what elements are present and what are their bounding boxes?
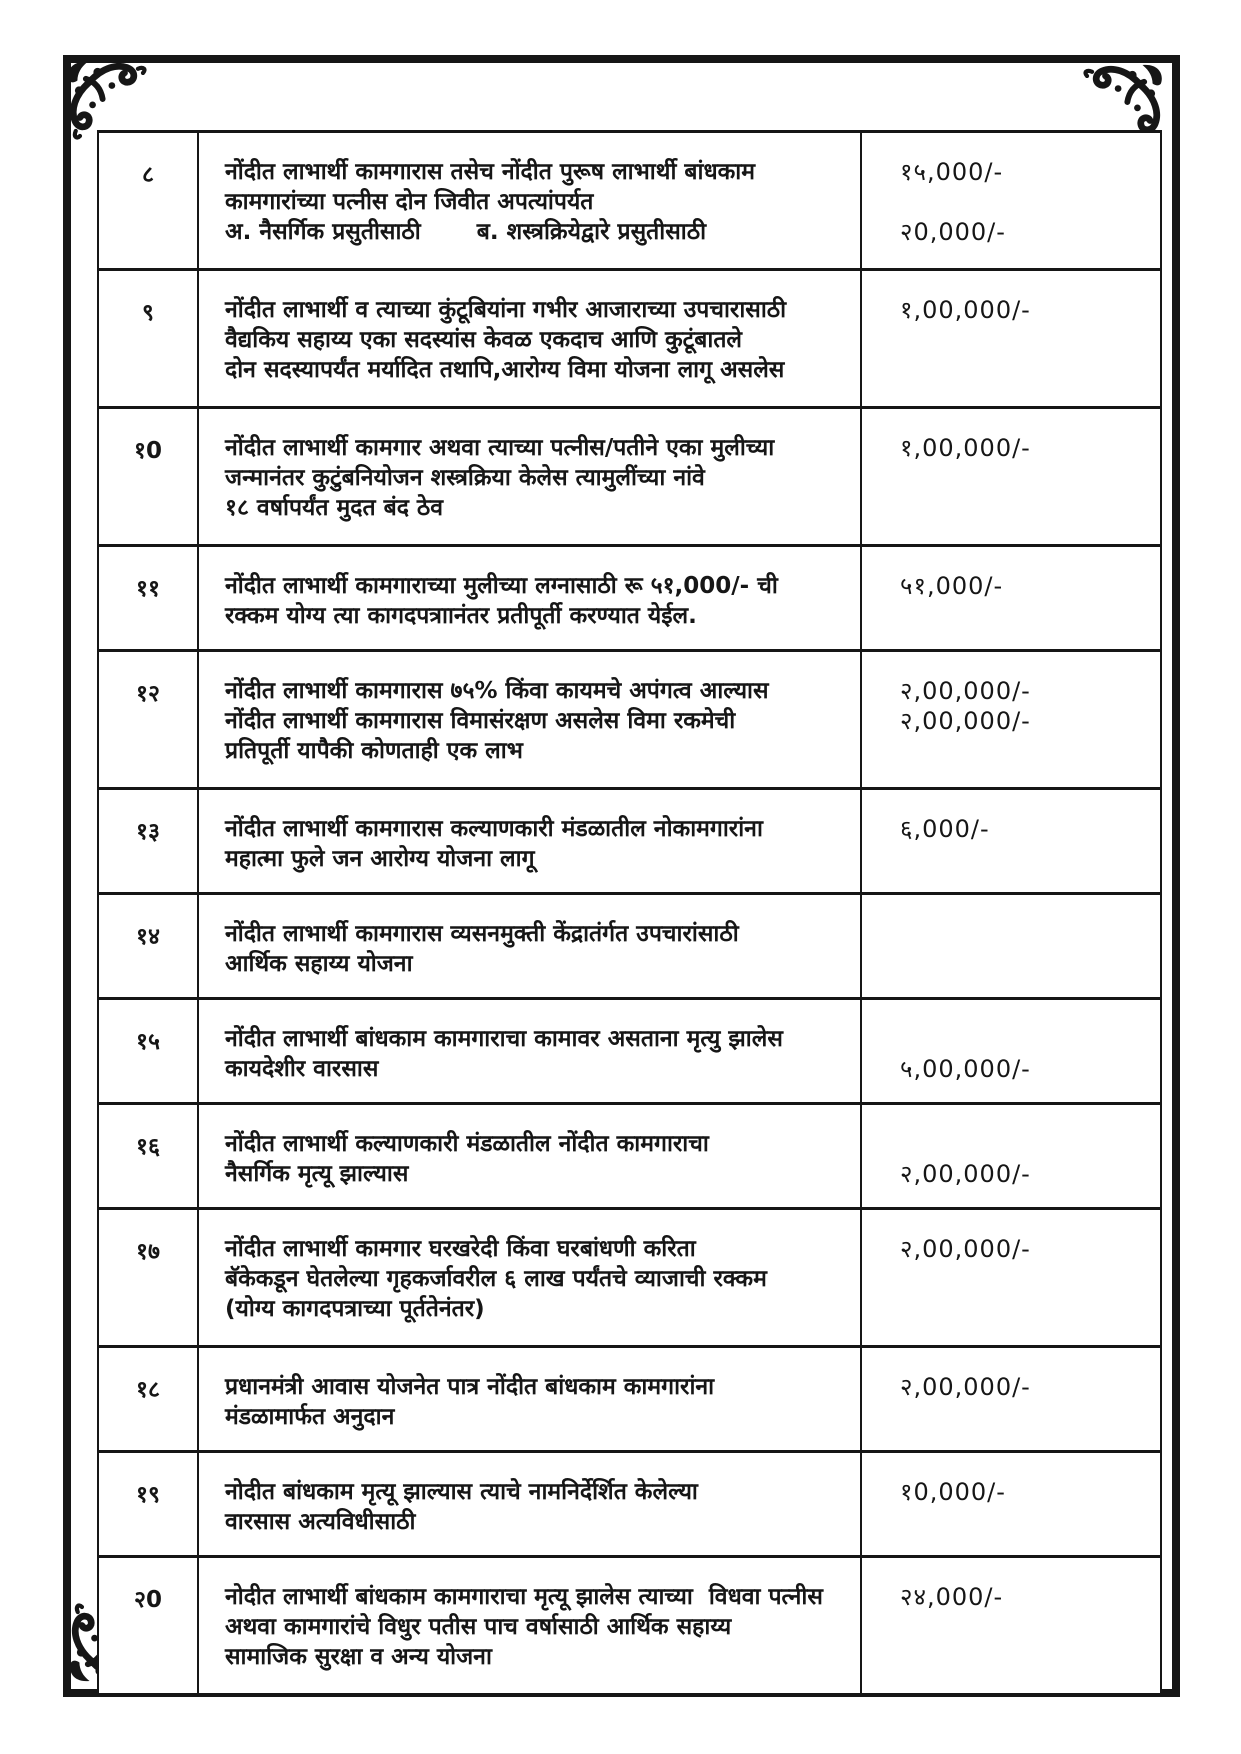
serial-cell: १५ [98,999,198,1104]
description-cell [198,651,861,789]
amount-cell [861,270,1161,408]
amount-cell [861,1347,1161,1452]
description-cell [198,1209,861,1347]
description-line: नोंदीत लाभार्थी कामगारास विमासंरक्षण असलेस विमा रकमेची [225,708,736,734]
description-line: सामाजिक सुरक्षा व अन्य योजना [225,1644,492,1670]
description-line: नोंदीत लाभार्थी कामगारास कल्याणकारी मंडळातील नोकामगारांना [225,816,763,842]
description-cell [198,1557,861,1695]
description-line: वारसास अत्यविधीसाठी [225,1509,416,1535]
serial-cell: १४ [98,894,198,999]
corner-flourish-top-left-icon [64,57,148,141]
serial-cell: १६ [98,1104,198,1209]
description-cell [198,132,861,270]
amount-value: १0,000/- [900,1478,1006,1506]
description-line: रक्कम योग्य त्या कागदपत्राानंतर प्रतीपूर्ती करण्यात येईल. [225,603,697,629]
description-cell [198,408,861,546]
description-cell [198,1347,861,1452]
serial-cell: ११ [98,546,198,651]
table-row [98,1347,1161,1452]
description-line: बॅकेकडून घेतलेल्या गृहकर्जावरील ६ लाख पर्यंतचे व्याजाची रक्कम [225,1266,767,1292]
amount-value: २0,000/- [900,218,1006,246]
description-line: महात्मा फुले जन आरोग्य योजना लागू [225,846,535,872]
serial-cell: ९ [98,270,198,408]
description-line: नैसर्गिक मृत्यू झाल्यास [225,1161,409,1187]
table-row [98,1104,1161,1209]
amount-value: ५१,000/- [900,572,1004,600]
description-cell [198,1452,861,1557]
amount-value: १५,000/- [900,158,1004,186]
description-cell [198,270,861,408]
amount-blank-line [900,187,1159,217]
description-line: नोदीत बांधकाम मृत्यू झाल्यास त्याचे नामनिर्देर्शित केलेल्या [225,1479,698,1505]
description-line: प्रधानमंत्री आवास योजनेत पात्र नोंदीत बांधकाम कामगारांना [225,1374,715,1400]
description-line: नोंदीत लाभार्थी कामगारास ७५% किंवा कायमचे अपंगत्व आल्यास [225,678,769,704]
description-line: अ. नैसर्गिक प्रसुतीसाठी ब. शस्त्रक्रियेद्वारे प्रसुतीसाठी [225,219,707,245]
amount-value: १,00,000/- [900,434,1031,462]
description-line: नोदीत लाभार्थी बांधकाम कामगाराचा मृत्यू झालेस त्याच्या विधवा पत्नीस [225,1584,823,1610]
table-row [98,132,1161,270]
serial-cell: १९ [98,1452,198,1557]
description-line: नोंदीत लाभार्थी कल्याणकारी मंडळातील नोंदीत कामगाराचा [225,1131,709,1157]
serial-cell: १0 [98,408,198,546]
amount-value: १,00,000/- [900,296,1031,324]
table-row [98,408,1161,546]
amount-value: २,00,000/- [900,1235,1031,1263]
amount-value: २,00,000/- [900,1160,1031,1188]
amount-cell [861,789,1161,894]
description-line: दोन सदस्यापर्यंत मर्यादित तथापि,आरोग्य विमा योजना लागू असलेस [225,357,785,383]
amount-cell [861,1452,1161,1557]
amount-cell [861,132,1161,270]
serial-cell: १८ [98,1347,198,1452]
description-cell [198,546,861,651]
serial-cell: १२ [98,651,198,789]
serial-cell: २0 [98,1557,198,1695]
description-cell [198,1104,861,1209]
amount-blank-line [900,1024,1159,1054]
description-line: कामगारांच्या पत्नीस दोन जिवीत अपत्यांपर्यत [225,189,594,215]
amount-value: ५,00,000/- [900,1055,1031,1083]
serial-cell: १७ [98,1209,198,1347]
amount-blank-line [900,1129,1159,1159]
description-line: नोंदीत लाभार्थी व त्याच्या कुंटूबियांना गभीर आजाराच्या उपचारासाठी [225,297,787,323]
table-row [98,1452,1161,1557]
amount-cell [861,1104,1161,1209]
amount-cell [861,1557,1161,1695]
description-line: प्रतिपूर्ती यापैकी कोणताही एक लाभ [225,738,523,764]
table-row [98,999,1161,1104]
table-row [98,894,1161,999]
table-row [98,1209,1161,1347]
serial-cell: ८ [98,132,198,270]
description-line: नोंदीत लाभार्थी कामगाराच्या मुलीच्या लग्नासाठी रू ५१,000/- ची [225,573,778,599]
description-line: अथवा कामगारांचे विधुर पतीस पाच वर्षासाठी आर्थिक सहाय्य [225,1614,732,1640]
benefits-table-body [98,132,1161,1695]
description-line: आर्थिक सहाय्य योजना [225,951,413,977]
description-line: वैद्यकिय सहाय्य एका सदस्यांस केवळ एकदाच आणि कुटूंबातले [225,327,743,353]
description-line: नोंदीत लाभार्थी कामगार घरखरेदी किंवा घरबांधणी करिता [225,1236,696,1262]
description-line: मंडळामार्फत अनुदान [225,1404,395,1430]
amount-cell [861,408,1161,546]
description-line: १८ वर्षापर्यंत मुदत बंद ठेव [225,495,444,521]
description-cell [198,894,861,999]
table-row [98,270,1161,408]
table-row [98,1557,1161,1695]
description-line: नोंदीत लाभार्थी कामगारास व्यसनमुक्ती केंद्रातंर्गत उपचारांसाठी [225,921,739,947]
table-row [98,651,1161,789]
table-row [98,546,1161,651]
description-cell [198,999,861,1104]
amount-cell [861,546,1161,651]
amount-cell [861,894,1161,999]
table-row [98,789,1161,894]
description-line: नोंदीत लाभार्थी बांधकाम कामगाराचा कामावर असताना मृत्यु झालेस [225,1026,783,1052]
description-line: नोंदीत लाभार्थी कामगारास तसेच नोंदीत पुरूष लाभार्थी बांधकाम [225,159,756,185]
amount-value: २४,000/- [900,1583,1004,1611]
benefits-table [97,130,1162,1696]
serial-cell: १३ [98,789,198,894]
description-cell [198,789,861,894]
amount-value: २,00,000/- [900,677,1031,705]
description-line: जन्मानंतर कुटुंबनियोजन शस्त्रक्रिया केलेस त्यामुलींच्या नांवे [225,465,705,491]
description-line: कायदेशीर वारसास [225,1056,379,1082]
amount-cell [861,999,1161,1104]
description-line: नोंदीत लाभार्थी कामगार अथवा त्याच्या पत्नीस/पतीने एका मुलीच्या [225,435,775,461]
amount-value: ६,000/- [900,815,990,843]
amount-value: २,00,000/- [900,707,1031,735]
amount-cell [861,651,1161,789]
amount-cell [861,1209,1161,1347]
amount-value: २,00,000/- [900,1373,1031,1401]
description-line: (योग्य कागदपत्राच्या पूर्ततेनंतर) [225,1296,485,1322]
